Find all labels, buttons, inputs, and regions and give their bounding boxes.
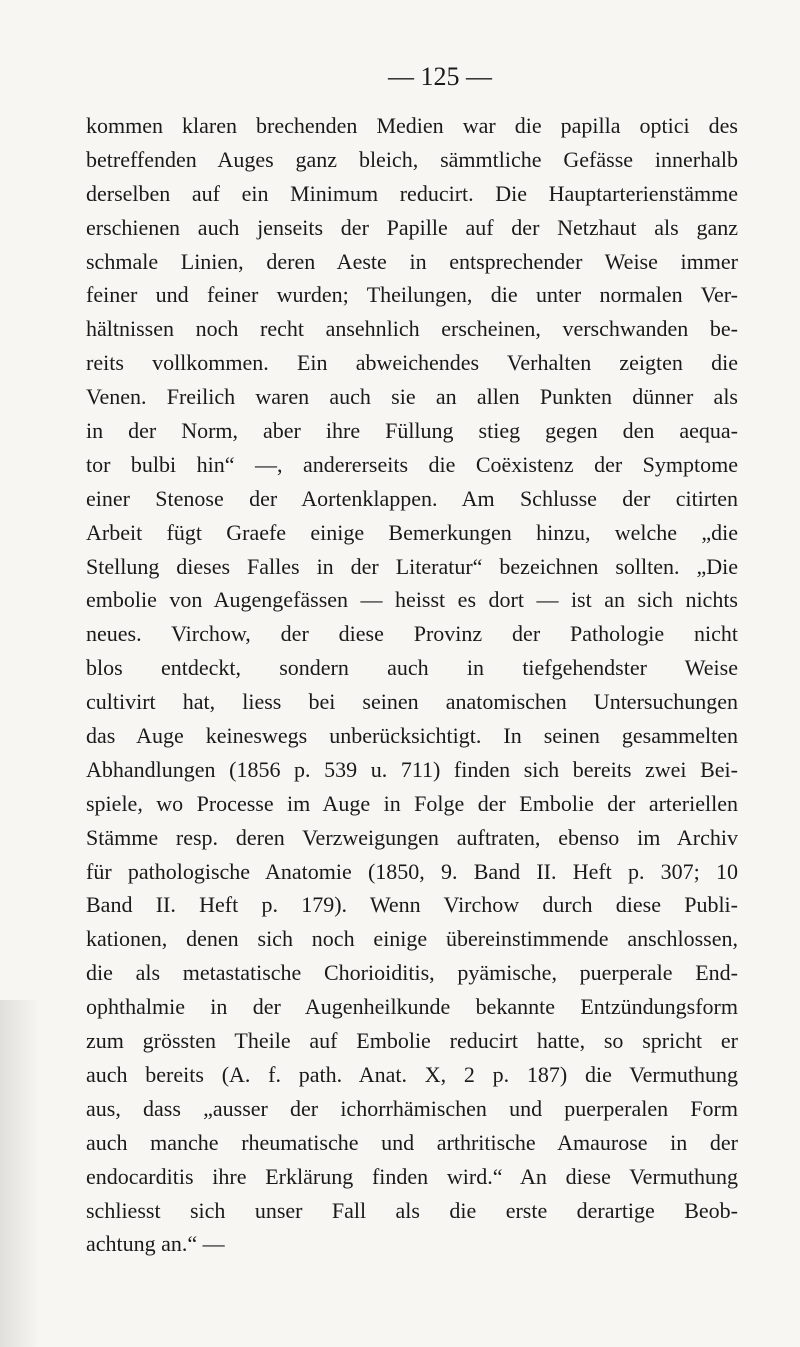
text-line: embolie von Augengefässen — heisst es dort — ist an sich nichts	[86, 587, 738, 613]
text-line: kommen klaren brechenden Medien war die papilla optici des	[86, 113, 738, 138]
text-line: feiner und feiner wurden; Theilungen, die unter normalen Ver-	[86, 282, 738, 308]
text-line: für pathologische Anatomie (1850, 9. Band II. Heft p. 307; 10	[86, 858, 738, 884]
text-line: das Auge keineswegs unberücksichtigt. In seinen gesammelten	[86, 723, 738, 749]
text-line: schmale Linien, deren Aeste in entsprechender Weise immer	[86, 248, 738, 274]
text-line: in der Norm, aber ihre Füllung stieg gegen den aequa-	[86, 418, 738, 444]
text-line: betreffenden Auges ganz bleich, sämmtliche Gefässe innerhalb	[86, 146, 738, 172]
text-line: Arbeit fügt Graefe einige Bemerkungen hinzu, welche „die	[86, 519, 738, 545]
text-line: blos entdeckt, sondern auch in tiefgehendster Weise	[86, 655, 738, 681]
text-line: schliesst sich unser Fall als die erste derartige Beob-	[86, 1197, 738, 1223]
text-line: einer Stenose der Aortenklappen. Am Schlusse der citirten	[86, 485, 738, 511]
text-line: Stämme resp. deren Verzweigungen auftraten, ebenso im Archiv	[86, 824, 738, 850]
text-line: derselben auf ein Minimum reducirt. Die Hauptarterienstämme	[86, 180, 738, 206]
body-text	[86, 109, 738, 1261]
text-line: zum grössten Theile auf Embolie reducirt hatte, so spricht er	[86, 1028, 738, 1054]
text-line: Abhandlungen (1856 p. 539 u. 711) finden sich bereits zwei Bei-	[86, 756, 738, 782]
text-line: cultivirt hat, liess bei seinen anatomischen Untersuchungen	[86, 689, 738, 715]
binding-shadow	[0, 1000, 40, 1347]
text-line: kationen, denen sich noch einige übereinstimmende anschlossen,	[86, 926, 738, 952]
text-line: tor bulbi hin“ —, andererseits die Coëxistenz der Symptome	[86, 451, 738, 477]
text-line: neues. Virchow, der diese Provinz der Pathologie nicht	[86, 621, 738, 647]
text-line: die als metastatische Chorioiditis, pyämische, puerperale End-	[86, 960, 738, 986]
text-line: Stellung dieses Falles in der Literatur“ bezeichnen sollten. „Die	[86, 553, 738, 579]
text-line: Venen. Freilich waren auch sie an allen Punkten dünner als	[86, 384, 738, 410]
text-line: endocarditis ihre Erklärung finden wird.“ An diese Vermuthung	[86, 1163, 738, 1189]
text-line: spiele, wo Processe im Auge in Folge der Embolie der arteriellen	[86, 790, 738, 816]
text-line: ophthalmie in der Augenheilkunde bekannte Entzündungsform	[86, 994, 738, 1020]
text-line: hältnissen noch recht ansehnlich erscheinen, verschwanden be-	[86, 316, 738, 342]
text-line: Band II. Heft p. 179). Wenn Virchow durch diese Publi-	[86, 892, 738, 918]
text-line: erschienen auch jenseits der Papille auf der Netzhaut als ganz	[86, 214, 738, 240]
page-number: — 125 —	[388, 62, 492, 91]
text-line: reits vollkommen. Ein abweichendes Verhalten zeigten die	[86, 350, 738, 376]
text-line: auch manche rheumatische und arthritische Amaurose in der	[86, 1129, 738, 1155]
text-line: aus, dass „ausser der ichorrhämischen und puerperalen Form	[86, 1095, 738, 1121]
text-line: auch bereits (A. f. path. Anat. X, 2 p. 187) die Vermuthung	[86, 1061, 738, 1087]
text-line: achtung an.“ —	[86, 1231, 225, 1257]
